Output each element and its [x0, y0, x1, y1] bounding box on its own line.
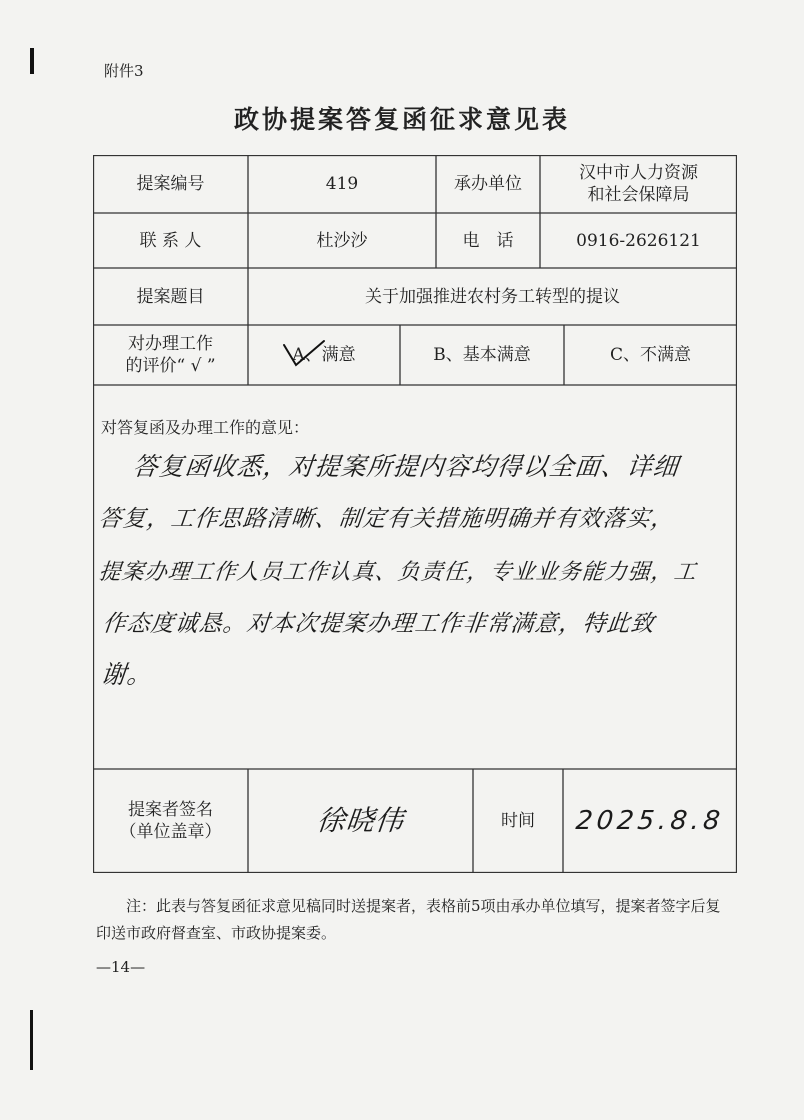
- evaluation-label-line1: 对办理工作: [128, 334, 213, 354]
- check-mark-icon: [278, 335, 358, 375]
- proposal-no-value: 419: [325, 174, 359, 194]
- unit-value-line2: 和社会保障局: [587, 185, 690, 205]
- page-number: —14—: [96, 958, 146, 976]
- page-title: 政协提案答复函征求意见表: [233, 105, 570, 134]
- footnote: 注：此表与答复函征求意见稿同时送提案者，表格前5项由承办单位填写，提案者签字后复印送市政府督查室、市政协提案委。: [96, 897, 721, 942]
- time-value: [563, 769, 737, 873]
- time-label: 时间: [501, 811, 535, 831]
- topic-label: 提案题目: [136, 286, 205, 307]
- unit-label: 承办单位: [454, 174, 522, 194]
- opinion-line-5: 谢。: [99, 660, 155, 689]
- left-edge-mark-bottom: [30, 1010, 33, 1070]
- phone-value: 0916-2626121: [576, 230, 701, 251]
- evaluation-label-line2: 的评价“ √ ”: [125, 356, 216, 376]
- option-c-unsatisfied[interactable]: [564, 325, 737, 385]
- attachment-label: 附件3: [104, 62, 144, 80]
- left-edge-mark-top: [30, 48, 34, 74]
- opinion-form-table: [93, 155, 737, 873]
- signature-label-line1: 提案者签名: [128, 800, 213, 820]
- signature-handwriting: 徐晓伟: [315, 804, 406, 837]
- unit-value: [540, 155, 737, 213]
- signature-value: [248, 769, 473, 873]
- opinion-line-2: 答复，工作思路清晰、制定有关措施明确并有效落实，: [97, 506, 677, 532]
- signature-label: [93, 769, 248, 873]
- opinion-line-3: 提案办理工作人员工作认真、负责任，专业业务能力强，工: [97, 560, 699, 585]
- opinion-line-1: 答复函收悉，对提案所提内容均得以全面、详细: [131, 452, 681, 481]
- time-handwriting: 2025.8.8: [574, 806, 726, 836]
- option-c-label: C、不满意: [609, 345, 691, 365]
- option-a-label: A、满意: [292, 345, 356, 365]
- signature-label-line2: （单位盖章）: [119, 822, 222, 842]
- option-b-basically-satisfied[interactable]: [400, 325, 564, 385]
- phone-label: 电 话: [462, 230, 514, 251]
- option-b-label: B、基本满意: [433, 345, 531, 365]
- contact-label: 联 系 人: [139, 230, 202, 251]
- proposal-no-label: 提案编号: [136, 174, 205, 194]
- topic-value: 关于加强推进农村务工转型的提议: [365, 286, 620, 307]
- unit-value-line1: 汉中市人力资源: [579, 163, 698, 183]
- opinion-line-4: 作态度诚恳。对本次提案办理工作非常满意，特此致: [101, 611, 657, 637]
- opinion-label: 对答复函及办理工作的意见：: [101, 418, 310, 437]
- contact-value: 杜沙沙: [316, 230, 368, 251]
- evaluation-label: [93, 325, 248, 385]
